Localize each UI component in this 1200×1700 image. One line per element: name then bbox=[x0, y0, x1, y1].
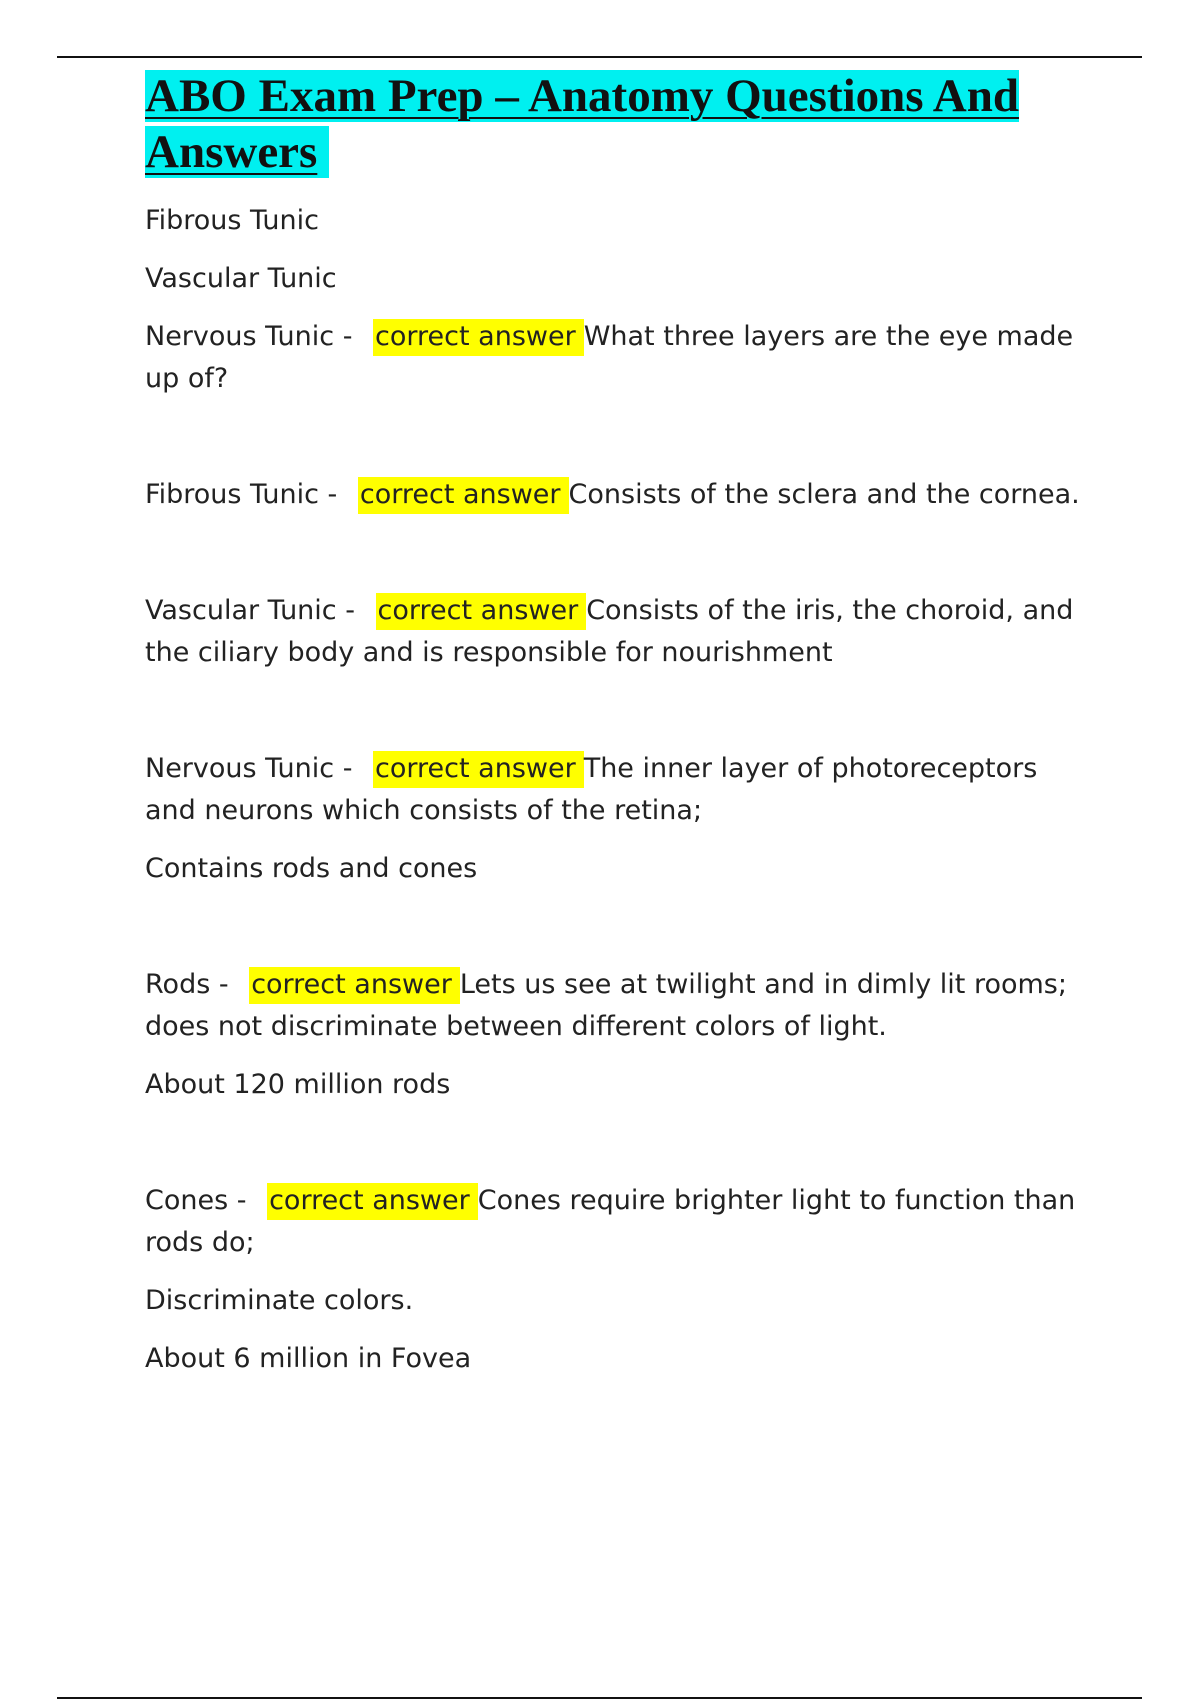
qa-definition: Consists of the sclera and the cornea. bbox=[568, 479, 1080, 510]
qa-extra-line: Discriminate colors. bbox=[145, 1285, 414, 1316]
correct-answer-label: correct answer bbox=[376, 593, 587, 630]
qa-definition: What three layers are the eye made up of? bbox=[145, 321, 1074, 394]
qa-term: Vascular Tunic - bbox=[145, 595, 364, 626]
document-page bbox=[145, 68, 1095, 1396]
qa-term: Cones - bbox=[145, 1185, 256, 1216]
qa-term: Nervous Tunic - bbox=[145, 753, 362, 784]
bottom-divider bbox=[57, 1697, 1142, 1699]
qa-item bbox=[145, 748, 1095, 832]
correct-answer-label: correct answer bbox=[373, 751, 584, 788]
top-divider bbox=[57, 56, 1142, 58]
qa-definition: Lets us see at twilight and in dimly lit rooms; does not discriminate between different colors of light. bbox=[145, 969, 1067, 1042]
correct-answer-label: correct answer bbox=[267, 1183, 478, 1220]
qa-item bbox=[145, 316, 1095, 400]
qa-item bbox=[145, 1180, 1095, 1264]
qa-term: Rods - bbox=[145, 969, 238, 1000]
correct-answer-label: correct answer bbox=[358, 477, 569, 514]
intro-line: Fibrous Tunic bbox=[145, 205, 319, 236]
qa-definition: Consists of the iris, the choroid, and the ciliary body and is responsible for nourishment bbox=[145, 595, 1074, 668]
qa-extra-line: About 120 million rods bbox=[145, 1069, 451, 1100]
intro-line: Vascular Tunic bbox=[145, 263, 337, 294]
document-title bbox=[145, 68, 1095, 180]
qa-extra-line: About 6 million in Fovea bbox=[145, 1343, 472, 1374]
qa-term: Nervous Tunic - bbox=[145, 321, 362, 352]
correct-answer-label: correct answer bbox=[373, 319, 584, 356]
qa-item bbox=[145, 964, 1095, 1048]
qa-extra-line: Contains rods and cones bbox=[145, 853, 478, 884]
qa-item bbox=[145, 474, 1095, 516]
qa-definition: Cones require brighter light to function than rods do; bbox=[145, 1185, 1076, 1258]
qa-term: Fibrous Tunic - bbox=[145, 479, 346, 510]
correct-answer-label: correct answer bbox=[249, 967, 460, 1004]
document-title-text: ABO Exam Prep – Anatomy Questions And Answers bbox=[145, 70, 1019, 178]
qa-definition: The inner layer of photoreceptors and neurons which consists of the retina; bbox=[145, 753, 1038, 826]
qa-item bbox=[145, 590, 1095, 674]
